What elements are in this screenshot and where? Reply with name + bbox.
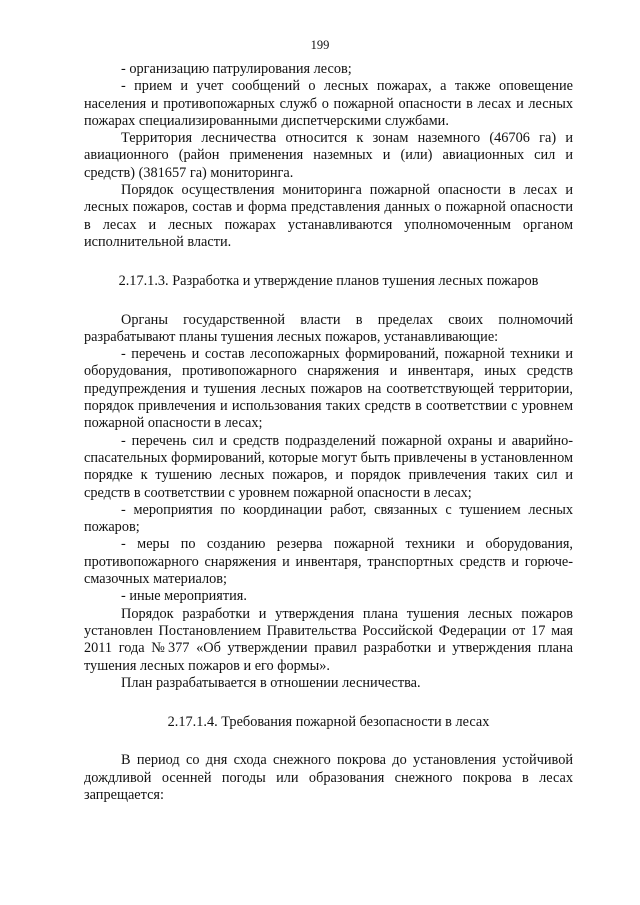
paragraph: - перечень и состав лесопожарных формирований, пожарной техники и оборудования, противопожарного снаряжения и инвентаря, иных средств предупреждения и тушения лесных пожаров на соответствующей территории, порядок привлечения и использования таких средств в соответствии с уровнем пожарной опасности в лесах; — [84, 346, 573, 432]
page-body — [84, 61, 573, 804]
paragraph: Территория лесничества относится к зонам наземного (46706 га) и авиационного (район применения наземных и (или) авиационных сил и средств) (381657 га) мониторинга. — [84, 130, 573, 181]
paragraph: - прием и учет сообщений о лесных пожарах, а также оповещение населения и противопожарных служб о пожарной опасности в лесах и лесных пожарах специализированными диспетчерскими службами. — [84, 78, 573, 129]
paragraph: Порядок осуществления мониторинга пожарной опасности в лесах и лесных пожаров, состав и форма представления данных о пожарной опасности в лесах и лесных пожарах устанавливаются уполномоченным органом исполнительной власти. — [84, 182, 573, 250]
paragraph: План разрабатывается в отношении лесничества. — [121, 674, 421, 691]
paragraph: Органы государственной власти в пределах своих полномочий разрабатывают планы тушения лесных пожаров, устанавливающие: — [84, 311, 573, 345]
paragraph: - организацию патрулирования лесов; — [121, 61, 352, 77]
page-number: 199 — [310, 38, 330, 52]
paragraph: В период со дня схода снежного покрова до установления устойчивой дождливой осенней погоды или образования снежного покрова в лесах запрещается: — [84, 752, 573, 803]
section-heading: 2.17.1.4. Требования пожарной безопасности в лесах — [167, 714, 490, 731]
paragraph: - иные мероприятия. — [121, 588, 247, 605]
paragraph: - перечень сил и средств подразделений пожарной охраны и аварийно-спасательных формирований, которые могут быть привлечены в установленном порядке к тушению лесных пожаров, и порядок привлечения таких сил и средств в соответствии с уровнем пожарной опасности в лесах; — [84, 432, 573, 501]
paragraph: - меры по созданию резерва пожарной техники и оборудования, противопожарного снаряжения и инвентаря, транспортных средств и горюче-смазочных материалов; — [84, 536, 573, 588]
section-heading: 2.17.1.3. Разработка и утверждение планов тушения лесных пожаров — [118, 273, 539, 290]
paragraph: Порядок разработки и утверждения плана тушения лесных пожаров установлен Постановлением Правительства Российской Федерации от 17 мая 2011 года №377 «Об утверждении правил разработки и утверждения плана тушения лесных пожаров и его формы». — [84, 605, 573, 674]
paragraph: - мероприятия по координации работ, связанных с тушением лесных пожаров; — [84, 501, 573, 536]
